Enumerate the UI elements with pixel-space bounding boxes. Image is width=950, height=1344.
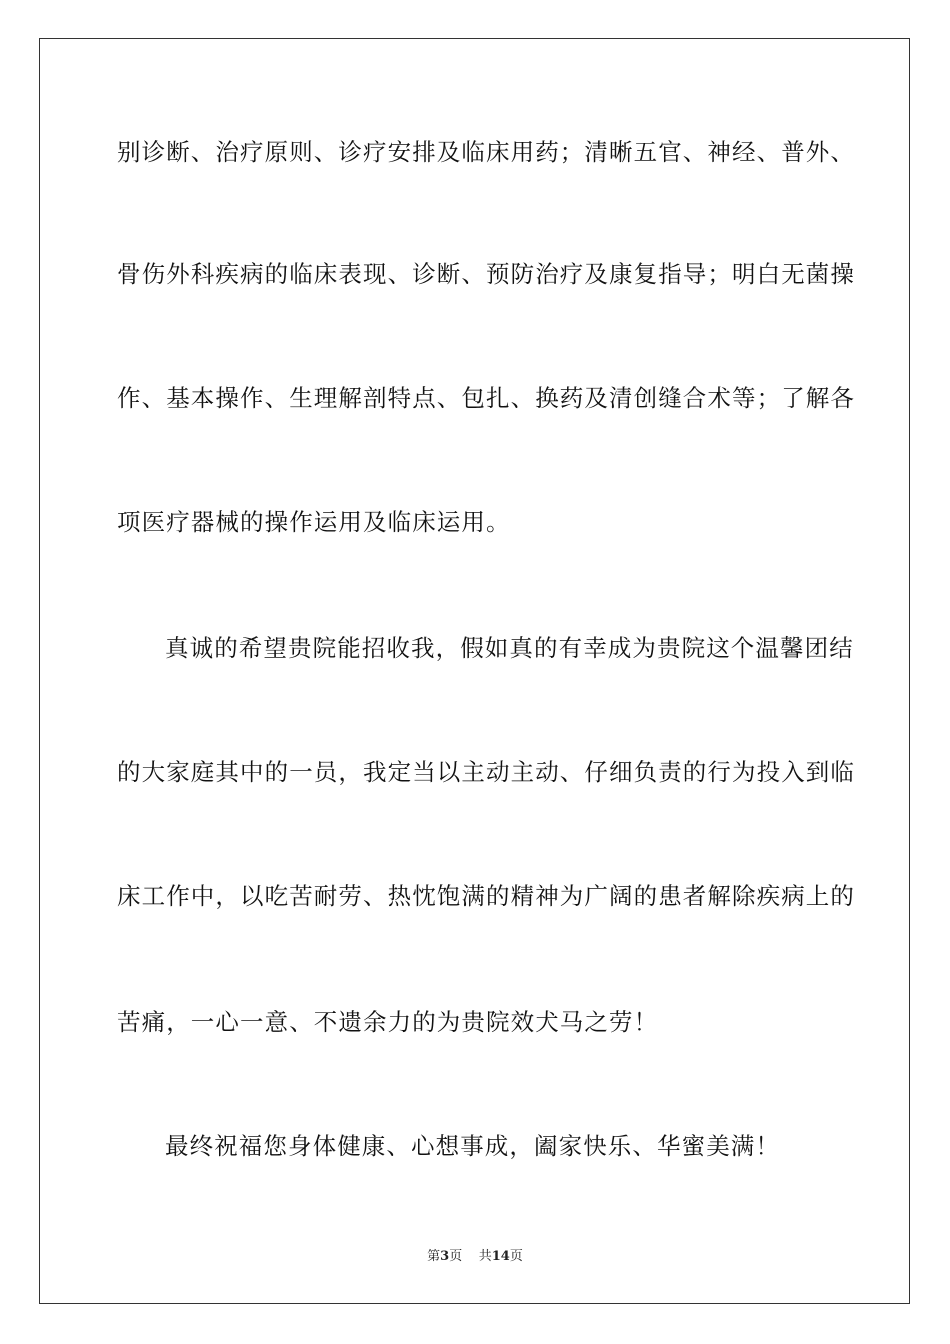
- text-line-3: 作、基本操作、生理解剖特点、包扎、换药及清创缝合术等；了解各: [117, 384, 855, 412]
- footer-page-number: 3: [440, 1249, 450, 1264]
- footer-page-suffix: 页: [449, 1249, 463, 1264]
- text-line-6: 的大家庭其中的一员，我定当以主动主动、仔细负责的行为投入到临: [117, 758, 855, 786]
- text-line-8: 苦痛，一心一意、不遗余力的为贵院效犬马之劳！: [117, 1008, 659, 1036]
- text-line-4: 项医疗器械的操作运用及临床运用。: [117, 508, 511, 536]
- text-line-9: 最终祝福您身体健康、心想事成，阖家快乐、华蜜美满！: [165, 1132, 780, 1160]
- footer-total-pages: 14: [491, 1249, 510, 1264]
- page-border: [39, 38, 910, 1304]
- footer-total-suffix: 页: [509, 1249, 523, 1264]
- text-line-2: 骨伤外科疾病的临床表现、诊断、预防治疗及康复指导；明白无菌操: [117, 260, 855, 288]
- footer-page-prefix: 第: [427, 1249, 441, 1264]
- text-line-5: 真诚的希望贵院能招收我，假如真的有幸成为贵院这个温馨团结: [165, 634, 854, 662]
- page-footer: [0, 1248, 950, 1266]
- text-line-7: 床工作中，以吃苦耐劳、热忱饱满的精神为广阔的患者解除疾病上的: [117, 882, 855, 910]
- footer-total-prefix: 共: [478, 1249, 492, 1264]
- text-line-1: 别诊断、治疗原则、诊疗安排及临床用药；清晰五官、神经、普外、: [117, 138, 855, 166]
